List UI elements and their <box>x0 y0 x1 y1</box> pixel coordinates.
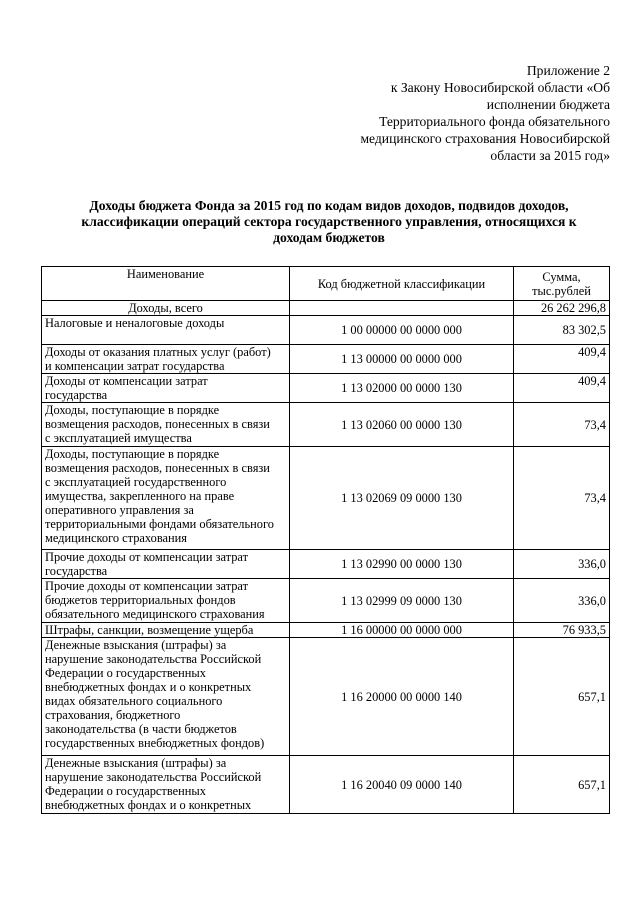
row-name <box>42 550 290 579</box>
row-name-line: страхования, бюджетного <box>45 708 181 722</box>
row-sum: 73,4 <box>514 447 610 550</box>
row-sum: 336,0 <box>514 550 610 579</box>
row-name-line: видах обязательного социального <box>45 694 223 708</box>
table-row <box>42 447 610 550</box>
row-sum: 83 302,5 <box>514 316 610 345</box>
row-code: 1 13 02990 00 0000 130 <box>290 550 514 579</box>
row-code: 1 13 02999 09 0000 130 <box>290 579 514 623</box>
row-name <box>42 638 290 756</box>
row-code: 1 16 00000 00 0000 000 <box>290 623 514 638</box>
row-name-line: медицинского страхования <box>45 531 187 545</box>
row-name-line: с эксплуатацией государственного <box>45 475 227 489</box>
table-row <box>42 550 610 579</box>
title-line: классификации операций сектора государственного управления, относящихся к <box>81 214 577 229</box>
row-name-line: внебюджетных фондах и о конкретных <box>45 680 252 694</box>
row-name-line: бюджетов территориальных фондов <box>45 593 236 607</box>
header-sum-line: тыс.рублей <box>532 283 591 298</box>
row-sum: 73,4 <box>514 403 610 447</box>
header-sum-line: Сумма, <box>542 269 581 284</box>
row-name <box>42 447 290 550</box>
row-name-line: с эксплуатацией имущества <box>45 431 192 445</box>
appendix-line: медицинского страхования Новосибирской <box>360 131 610 146</box>
row-code: 1 13 02000 00 0000 130 <box>290 374 514 403</box>
title-line: доходам бюджетов <box>273 230 385 245</box>
header-name <box>42 267 290 301</box>
appendix-line: исполнении бюджета <box>486 97 610 112</box>
row-name-line: имущества, закрепленного на праве <box>45 489 235 503</box>
header-code <box>290 267 514 301</box>
row-name <box>42 403 290 447</box>
row-name-line: Доходы от компенсации затрат <box>45 374 208 388</box>
row-name-line: Штрафы, санкции, возмещение ущерба <box>45 623 254 637</box>
row-name-line: оперативного управления за <box>45 503 194 517</box>
header-name-text: Наименование <box>126 267 205 281</box>
row-name-line: нарушение законодательства Российской <box>45 770 262 784</box>
row-name-line: Федерации о государственных <box>45 784 206 798</box>
table-body <box>42 301 610 814</box>
row-name-line: Прочие доходы от компенсации затрат <box>45 579 249 593</box>
row-name <box>42 623 290 638</box>
row-name-line: возмещения расходов, понесенных в связи <box>45 417 270 431</box>
row-name-line: и компенсации затрат государства <box>45 359 225 373</box>
table-row <box>42 403 610 447</box>
row-name-line: государства <box>45 564 108 578</box>
table-row <box>42 301 610 316</box>
row-sum: 657,1 <box>514 638 610 756</box>
table-row <box>42 345 610 374</box>
document-title <box>40 198 618 246</box>
row-name-line: внебюджетных фондах и о конкретных <box>45 798 252 812</box>
row-sum: 657,1 <box>514 756 610 814</box>
row-name-line: Налоговые и неналоговые доходы <box>45 316 225 330</box>
title-line: Доходы бюджета Фонда за 2015 год по кодам видов доходов, подвидов доходов, <box>89 198 569 213</box>
row-code: 1 16 20040 09 0000 140 <box>290 756 514 814</box>
row-name-line: государства <box>45 388 108 402</box>
row-sum: 336,0 <box>514 579 610 623</box>
row-name-line: Денежные взыскания (штрафы) за <box>45 756 227 770</box>
row-name-line: Денежные взыскания (штрафы) за <box>45 638 227 652</box>
row-name-line: обязательного медицинского страхования <box>45 607 265 621</box>
row-name-line: Доходы от оказания платных услуг (работ) <box>45 345 271 359</box>
row-code: 1 13 00000 00 0000 000 <box>290 345 514 374</box>
row-sum: 409,4 <box>514 345 610 374</box>
row-name <box>42 345 290 374</box>
table-row <box>42 638 610 756</box>
row-name-line: Доходы, поступающие в порядке <box>45 403 220 417</box>
row-name <box>42 316 290 345</box>
row-name-line: территориальными фондами обязательного <box>45 517 274 531</box>
row-name <box>42 756 290 814</box>
table-row <box>42 316 610 345</box>
row-name-line: Прочие доходы от компенсации затрат <box>45 550 249 564</box>
appendix-line: Приложение 2 <box>526 63 610 78</box>
row-name-line: Доходы, поступающие в порядке <box>45 447 220 461</box>
header-sum <box>514 267 610 301</box>
row-name <box>42 301 290 316</box>
table-row <box>42 756 610 814</box>
row-code: 1 16 20000 00 0000 140 <box>290 638 514 756</box>
table-row <box>42 579 610 623</box>
appendix-header <box>310 62 610 164</box>
row-sum: 409,4 <box>514 374 610 403</box>
row-code <box>290 301 514 316</box>
row-name-line: Доходы, всего <box>128 301 203 315</box>
row-sum: 26 262 296,8 <box>514 301 610 316</box>
appendix-line: области за 2015 год» <box>490 148 610 163</box>
row-name-line: возмещения расходов, понесенных в связи <box>45 461 270 475</box>
row-sum: 76 933,5 <box>514 623 610 638</box>
appendix-line: к Закону Новосибирской области «Об <box>390 80 610 95</box>
row-name-line: законодательства (в части бюджетов <box>45 722 237 736</box>
table-header-row <box>42 267 610 301</box>
revenue-table <box>41 266 610 814</box>
row-name <box>42 579 290 623</box>
row-code: 1 00 00000 00 0000 000 <box>290 316 514 345</box>
table-row <box>42 374 610 403</box>
appendix-line: Территориального фонда обязательного <box>379 114 610 129</box>
row-code: 1 13 02060 00 0000 130 <box>290 403 514 447</box>
row-name-line: нарушение законодательства Российской <box>45 652 262 666</box>
row-name <box>42 374 290 403</box>
header-code-text: Код бюджетной классификации <box>317 276 486 291</box>
row-name-line: государственных внебюджетных фондов) <box>45 736 265 750</box>
row-code: 1 13 02069 09 0000 130 <box>290 447 514 550</box>
row-name-line: Федерации о государственных <box>45 666 206 680</box>
table-row <box>42 623 610 638</box>
